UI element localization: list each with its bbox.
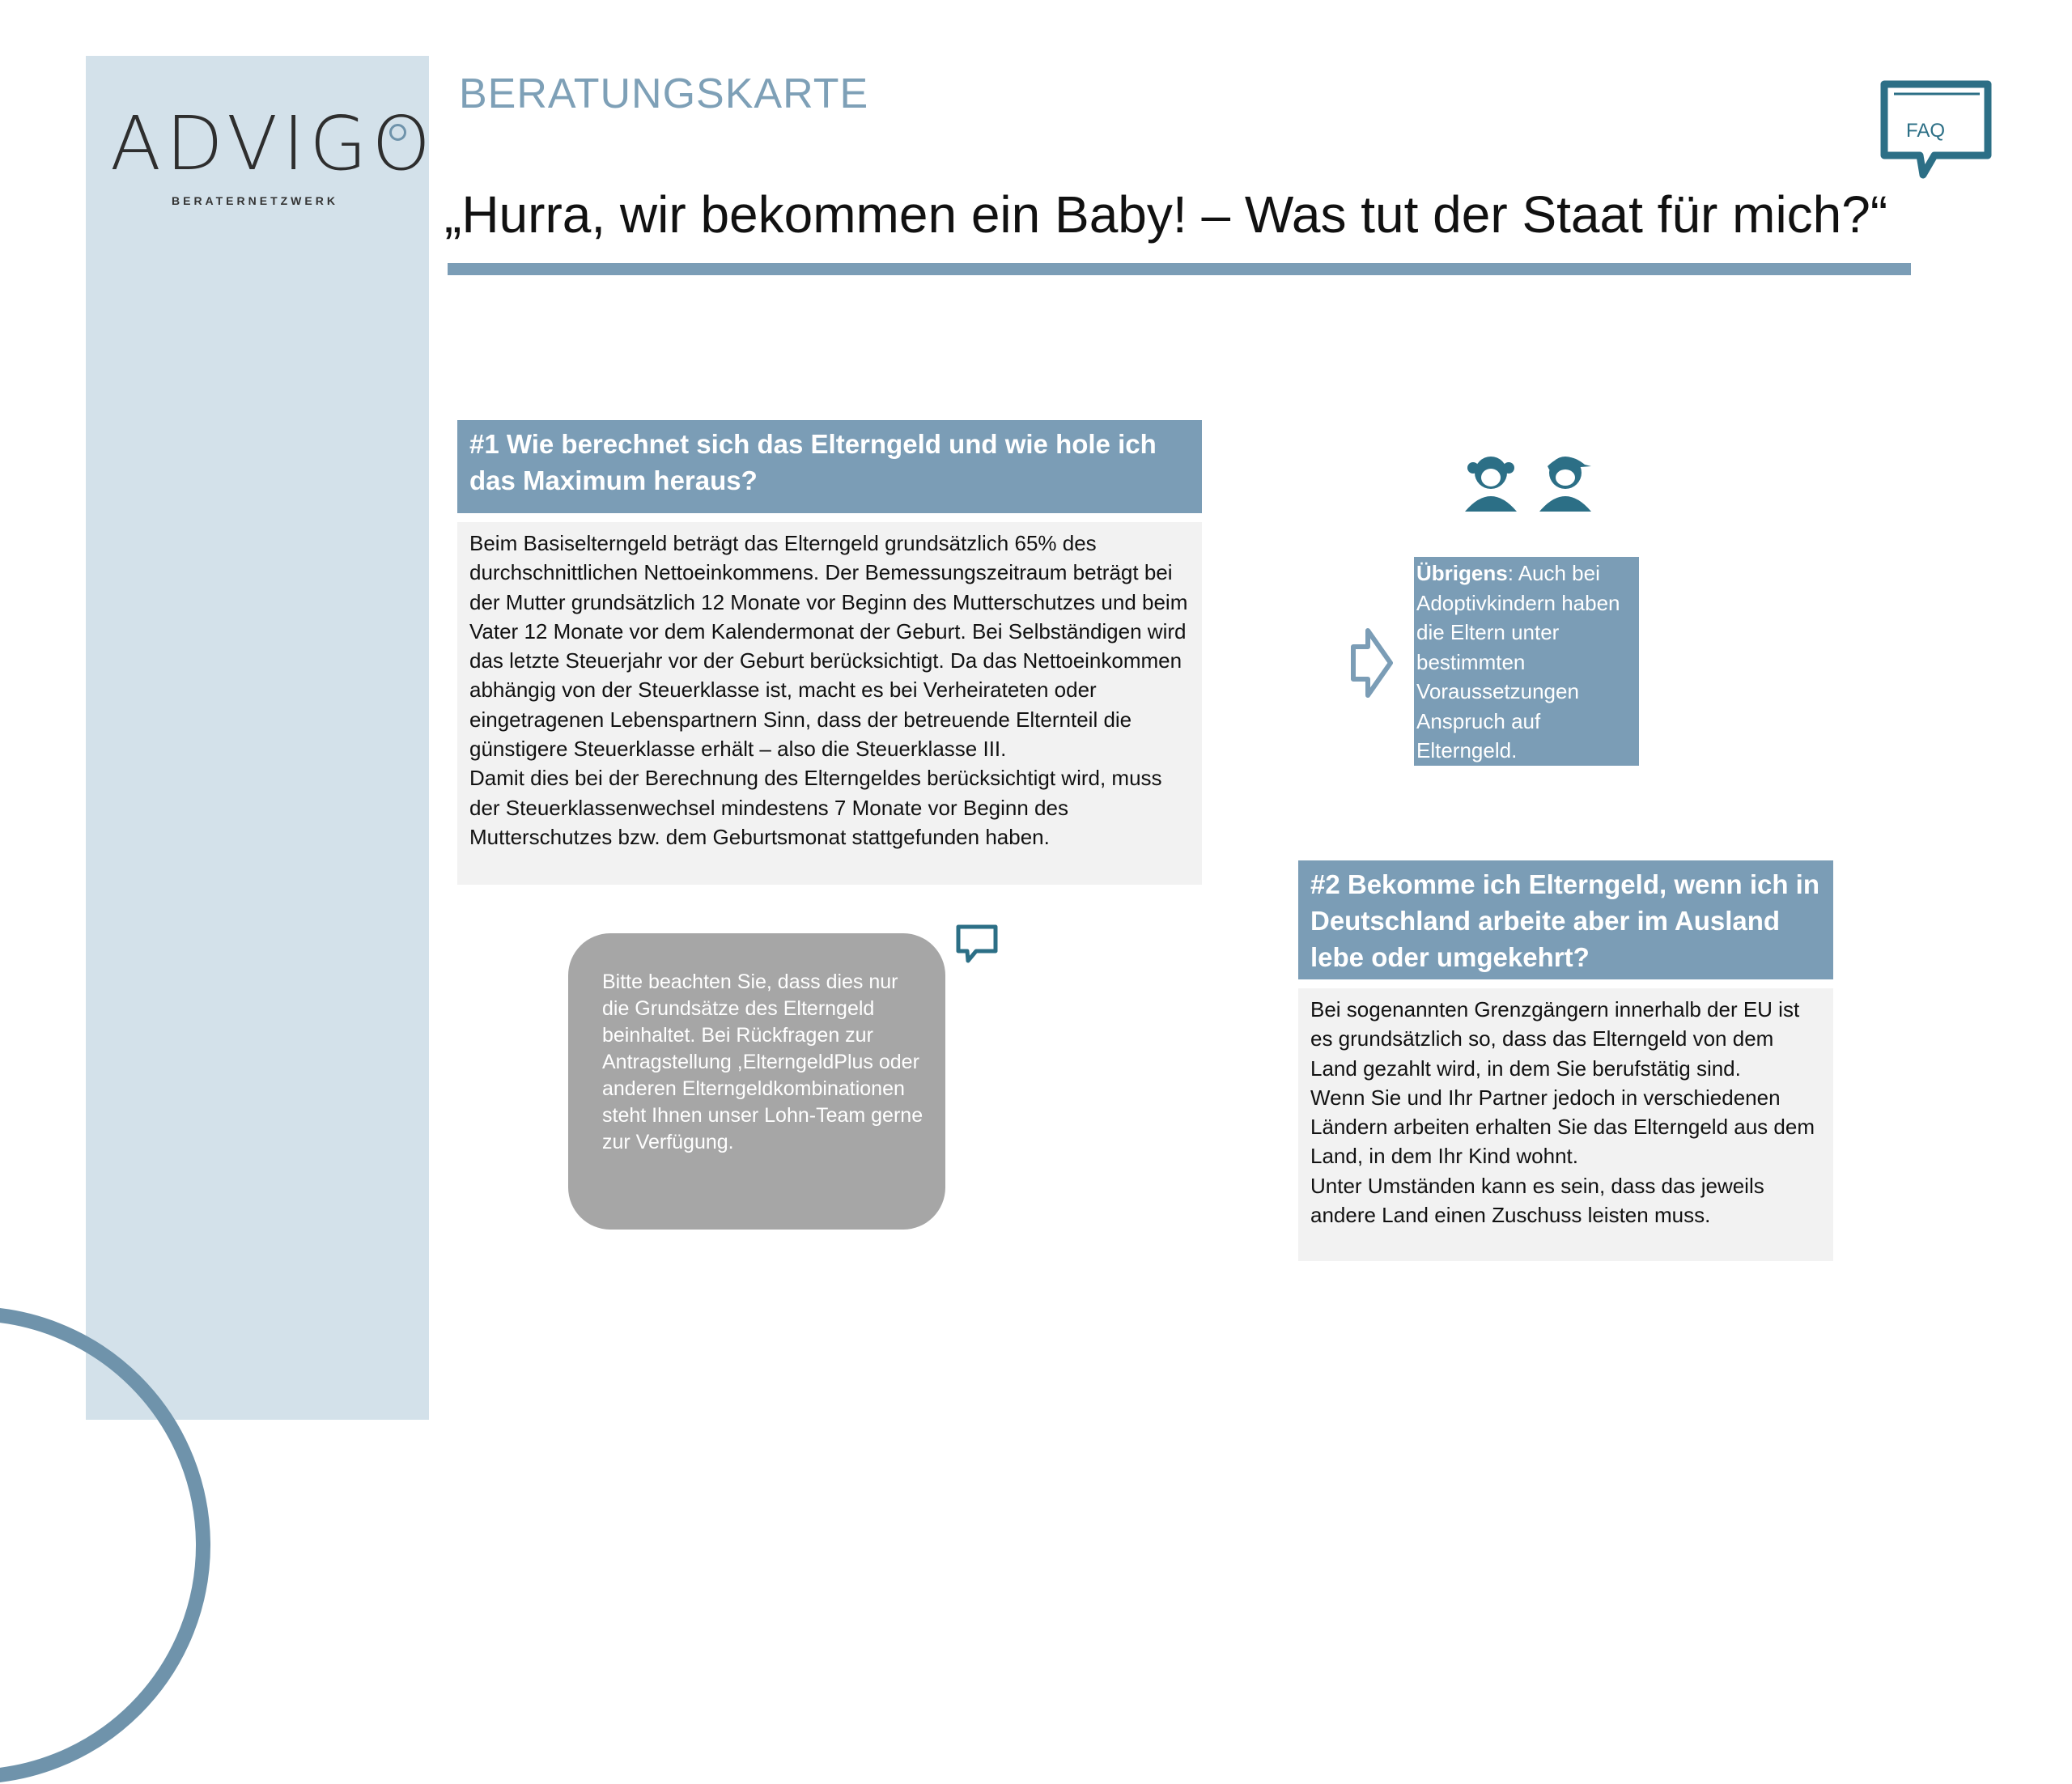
page-title: „Hurra, wir bekommen ein Baby! – Was tut der Staat für mich?“: [444, 185, 1888, 244]
note-bubble: Bitte beachten Sie, dass dies nur die Grundsätze des Elterngeld beinhaltet. Bei Rückfragen zur Antragstellung ,ElterngeldPlus oder anderen Elterngeldkombinationen steht Ihnen unser Lohn-Team gerne zur Verfügung.: [568, 933, 945, 1230]
logo-wordmark: ADVIGO: [110, 100, 435, 187]
logo-ring-icon: [389, 124, 406, 141]
q1-paragraph: Beim Basiselterngeld beträgt das Elterngeld grundsätzlich 65% des durchschnittlichen Nettoeinkommens. Der Bemessungszeitraum beträgt bei der Mutter grundsätzlich 12 Monate vor Beginn des Mutterschutzes und beim Vater 12 Monate vor dem Kalendermonat der Geburt. Bei Selbständigen wird das letzte Steuerjahr vor der Geburt berücksichtigt. Da das Nettoeinkommen abhängig von der Steuerklasse ist, macht es bei Verheirateten oder eingetragenen Lebenspartnern Sinn, dass der betreuende Elternteil die günstigere Steuerklasse erhält – also die Steuerklasse III.: [469, 531, 1188, 762]
parents-icon: [1462, 448, 1607, 513]
q2-body: [1298, 988, 1833, 1261]
q2-paragraph: Wenn Sie und Ihr Partner jedoch in verschiedenen Ländern arbeiten erhalten Sie das Elterngeld aus dem Land, in dem Ihr Kind wohnt.: [1310, 1085, 1815, 1169]
q2-paragraph: Unter Umständen kann es sein, dass das jeweils andere Land einen Zuschuss leisten muss.: [1310, 1173, 1764, 1228]
q1-paragraph: Damit dies bei der Berechnung des Elterngeldes berücksichtigt wird, muss der Steuerklassenwechsel mindestens 7 Monate vor Beginn des Mutterschutzes bzw. dem Geburtsmonat stattgefunden haben.: [469, 766, 1162, 849]
q2-heading: #2 Bekomme ich Elterngeld, wenn ich in Deutschland arbeite aber im Ausland lebe oder umgekehrt?: [1298, 860, 1833, 979]
side-note-text: : Auch bei Adoptivkindern haben die Eltern unter bestimmten Voraussetzungen Anspruch auf Elterngeld.: [1416, 561, 1620, 762]
side-note-lead: Übrigens: [1416, 561, 1508, 585]
arrow-right-icon: [1350, 626, 1394, 700]
q1-body: [457, 522, 1202, 885]
sidebar-panel: [86, 56, 429, 1420]
page-kicker: BERATUNGSKARTE: [459, 70, 869, 117]
logo-tagline: BERATERNETZWERK: [172, 194, 338, 207]
q2-paragraph: Bei sogenannten Grenzgängern innerhalb der EU ist es grundsätzlich so, dass das Elterngeld von dem Land gezahlt wird, in dem Sie berufstätig sind.: [1310, 997, 1800, 1081]
q1-heading: #1 Wie berechnet sich das Elterngeld und wie hole ich das Maximum heraus?: [457, 420, 1202, 513]
speech-bubble-icon: [955, 924, 999, 966]
title-underline: [448, 263, 1911, 275]
faq-label: FAQ: [1906, 120, 1946, 142]
side-note-box: [1414, 557, 1639, 766]
